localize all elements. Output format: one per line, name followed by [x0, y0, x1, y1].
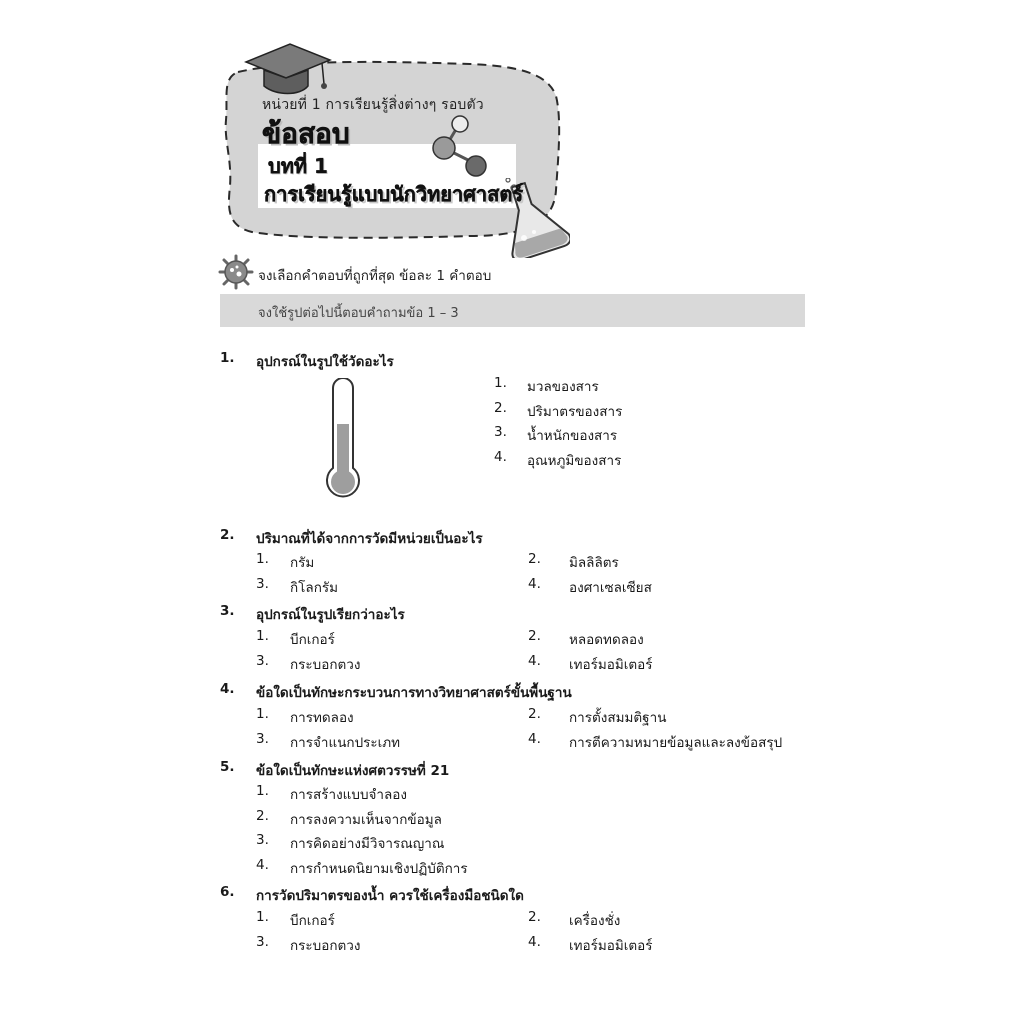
- option-text[interactable]: กรัม: [290, 555, 315, 571]
- question-number: 3.: [220, 603, 235, 619]
- option-text[interactable]: น้ำหนักของสาร: [527, 428, 618, 444]
- option-number: 2.: [528, 551, 541, 567]
- unit-line: หน่วยที่ 1 การเรียนรู้สิ่งต่างๆ รอบตัว: [262, 97, 484, 113]
- question-text: ข้อใดเป็นทักษะแห่งศตวรรษที่ 21: [256, 763, 450, 779]
- question-text: ข้อใดเป็นทักษะกระบวนการทางวิทยาศาสตร์ขั้นพื้นฐาน: [256, 685, 572, 701]
- instruction-text: จงเลือกคำตอบที่ถูกที่สุด ข้อละ 1 คำตอบ: [258, 268, 492, 284]
- question-number: 6.: [220, 884, 235, 900]
- option-number: 2.: [528, 628, 541, 644]
- option-text[interactable]: กระบอกตวง: [290, 938, 361, 954]
- question-text: อุปกรณ์ในรูปเรียกว่าอะไร: [256, 607, 405, 623]
- option-number: 4.: [528, 934, 541, 950]
- gear-icon: [218, 254, 254, 290]
- question-text: การวัดปริมาตรของน้ำ ควรใช้เครื่องมือชนิดใด: [256, 888, 524, 904]
- option-number: 3.: [256, 653, 269, 669]
- option-text[interactable]: กระบอกตวง: [290, 657, 361, 673]
- option-number: 3.: [494, 424, 507, 440]
- option-number: 4.: [528, 653, 541, 669]
- question-text: อุปกรณ์ในรูปใช้วัดอะไร: [256, 354, 394, 370]
- option-text[interactable]: กิโลกรัม: [290, 580, 339, 596]
- option-number: 1.: [256, 628, 269, 644]
- option-text[interactable]: อุณหภูมิของสาร: [527, 453, 622, 469]
- option-number: 1.: [256, 551, 269, 567]
- graduation-cap-icon: [242, 40, 334, 102]
- header-banner: [0, 0, 1024, 270]
- option-number: 1.: [256, 783, 269, 799]
- question-number: 1.: [220, 350, 235, 366]
- option-text[interactable]: ปริมาตรของสาร: [527, 404, 623, 420]
- thermometer-icon: [318, 378, 368, 506]
- option-number: 4.: [528, 731, 541, 747]
- option-text[interactable]: การกำหนดนิยามเชิงปฏิบัติการ: [290, 861, 468, 877]
- question-number: 4.: [220, 681, 235, 697]
- option-text[interactable]: องศาเซลเซียส: [569, 580, 652, 596]
- option-text[interactable]: การจำแนกประเภท: [290, 735, 401, 751]
- option-text[interactable]: เทอร์มอมิเตอร์: [569, 657, 653, 673]
- question-number: 5.: [220, 759, 235, 775]
- option-text[interactable]: การตีความหมายข้อมูลและลงข้อสรุป: [569, 735, 783, 751]
- option-text[interactable]: มิลลิลิตร: [569, 555, 619, 571]
- molecule-icon: [426, 112, 496, 182]
- option-text[interactable]: หลอดทดลอง: [569, 632, 644, 648]
- reference-text: จงใช้รูปต่อไปนี้ตอบคำถามข้อ 1 – 3: [258, 306, 459, 321]
- question-text: ปริมาณที่ได้จากการวัดมีหน่วยเป็นอะไร: [256, 531, 483, 547]
- option-number: 2.: [494, 400, 507, 416]
- option-number: 3.: [256, 731, 269, 747]
- option-number: 1.: [494, 375, 507, 391]
- option-number: 2.: [528, 909, 541, 925]
- option-text[interactable]: บีกเกอร์: [290, 913, 335, 929]
- option-text[interactable]: เครื่องชั่ง: [569, 913, 621, 929]
- option-number: 3.: [256, 832, 269, 848]
- chapter-label: บทที่ 1: [268, 154, 328, 178]
- question-number: 2.: [220, 527, 235, 543]
- option-number: 4.: [528, 576, 541, 592]
- option-number: 1.: [256, 706, 269, 722]
- option-number: 2.: [528, 706, 541, 722]
- option-text[interactable]: บีกเกอร์: [290, 632, 335, 648]
- option-number: 3.: [256, 576, 269, 592]
- reference-bar: [220, 294, 805, 327]
- option-number: 1.: [256, 909, 269, 925]
- option-number: 4.: [494, 449, 507, 465]
- option-text[interactable]: การตั้งสมมติฐาน: [569, 710, 667, 726]
- option-text[interactable]: เทอร์มอมิเตอร์: [569, 938, 653, 954]
- option-text[interactable]: มวลของสาร: [527, 379, 599, 395]
- option-text[interactable]: การคิดอย่างมีวิจารณญาณ: [290, 836, 445, 852]
- option-text[interactable]: การทดลอง: [290, 710, 354, 726]
- chapter-topic: การเรียนรู้แบบนักวิทยาศาสตร์: [264, 182, 524, 206]
- option-text[interactable]: การลงความเห็นจากข้อมูล: [290, 812, 442, 828]
- page-title: ข้อสอบ: [262, 117, 350, 150]
- option-number: 3.: [256, 934, 269, 950]
- option-text[interactable]: การสร้างแบบจำลอง: [290, 787, 407, 803]
- option-number: 4.: [256, 857, 269, 873]
- option-number: 2.: [256, 808, 269, 824]
